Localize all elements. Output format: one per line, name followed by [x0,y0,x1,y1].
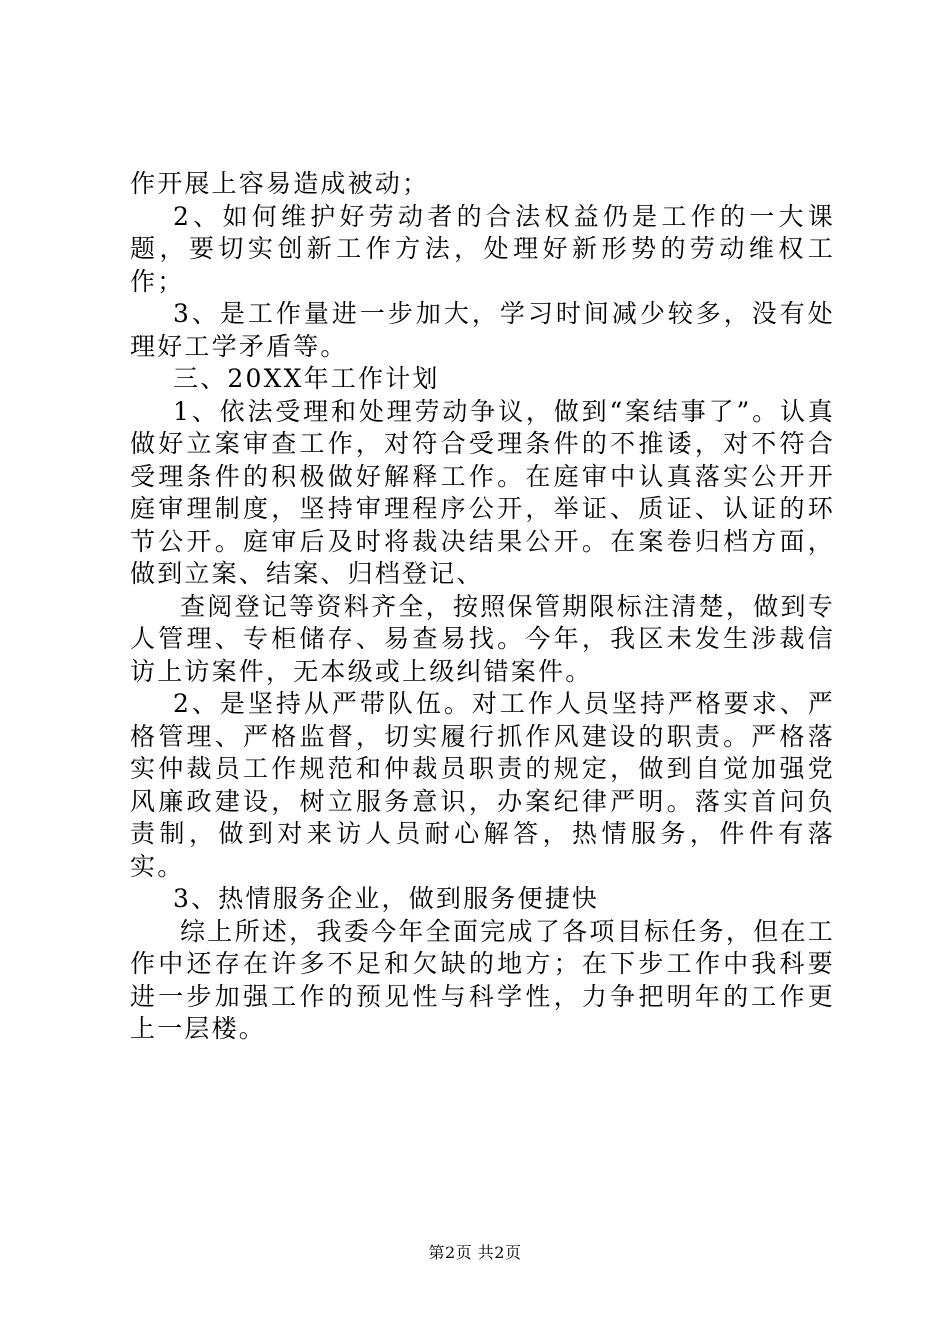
page-footer [0,1240,950,1263]
paragraph-item-3: 3、是工作量进一步加大，学习时间减少较多，没有处理好工学矛盾等。 [130,299,835,361]
paragraph-plan-item-1: 1、依法受理和处理劳动争议，做到“案结事了”。认真做好立案审查工作，对符合受理条件的不推诿，对不符合受理条件的积极做好解释工作。在庭审中认真落实公开开庭审理制度，坚持审理程序公开，举证、质证、认证的环节公开。庭审后及时将裁决结果公开。在案卷归档方面，做到立案、结案、归档登记、 [130,396,835,588]
page-number-indicator: 第2页 共2页 [428,1243,522,1262]
document-body [130,168,835,1046]
section-heading-work-plan: 三、20XX年工作计划 [173,364,440,393]
paragraph-plan-item-3: 3、热情服务企业，做到服务便捷快 [173,884,600,913]
paragraph-plan-item-2: 2、是坚持从严带队伍。对工作人员坚持严格要求、严格管理、严格监督，切实履行抓作风建设的职责。严格落实仲裁员工作规范和仲裁员职责的规定，做到自觉加强党风廉政建设，树立服务意识，办案纪律严明。落实首问负责制，做到对来访人员耐心解答，热情服务，件件有落实。 [130,689,835,881]
paragraph-plan-item-1-cont: 查阅登记等资料齐全，按照保管期限标注清楚，做到专人管理、专柜储存、易查易找。今年，我区未发生涉裁信访上访案件，无本级或上级纠错案件。 [130,591,835,686]
paragraph-summary: 综上所述，我委今年全面完成了各项目标任务，但在工作中还存在许多不足和欠缺的地方；在下步工作中我科要进一步加强工作的预见性与科学性，力争把明年的工作更上一层楼。 [130,916,835,1043]
paragraph-continuation: 作开展上容易造成被动； [130,169,430,198]
paragraph-item-2: 2、如何维护好劳动者的合法权益仍是工作的一大课题，要切实创新工作方法，处理好新形势的劳动维权工作； [130,201,835,296]
